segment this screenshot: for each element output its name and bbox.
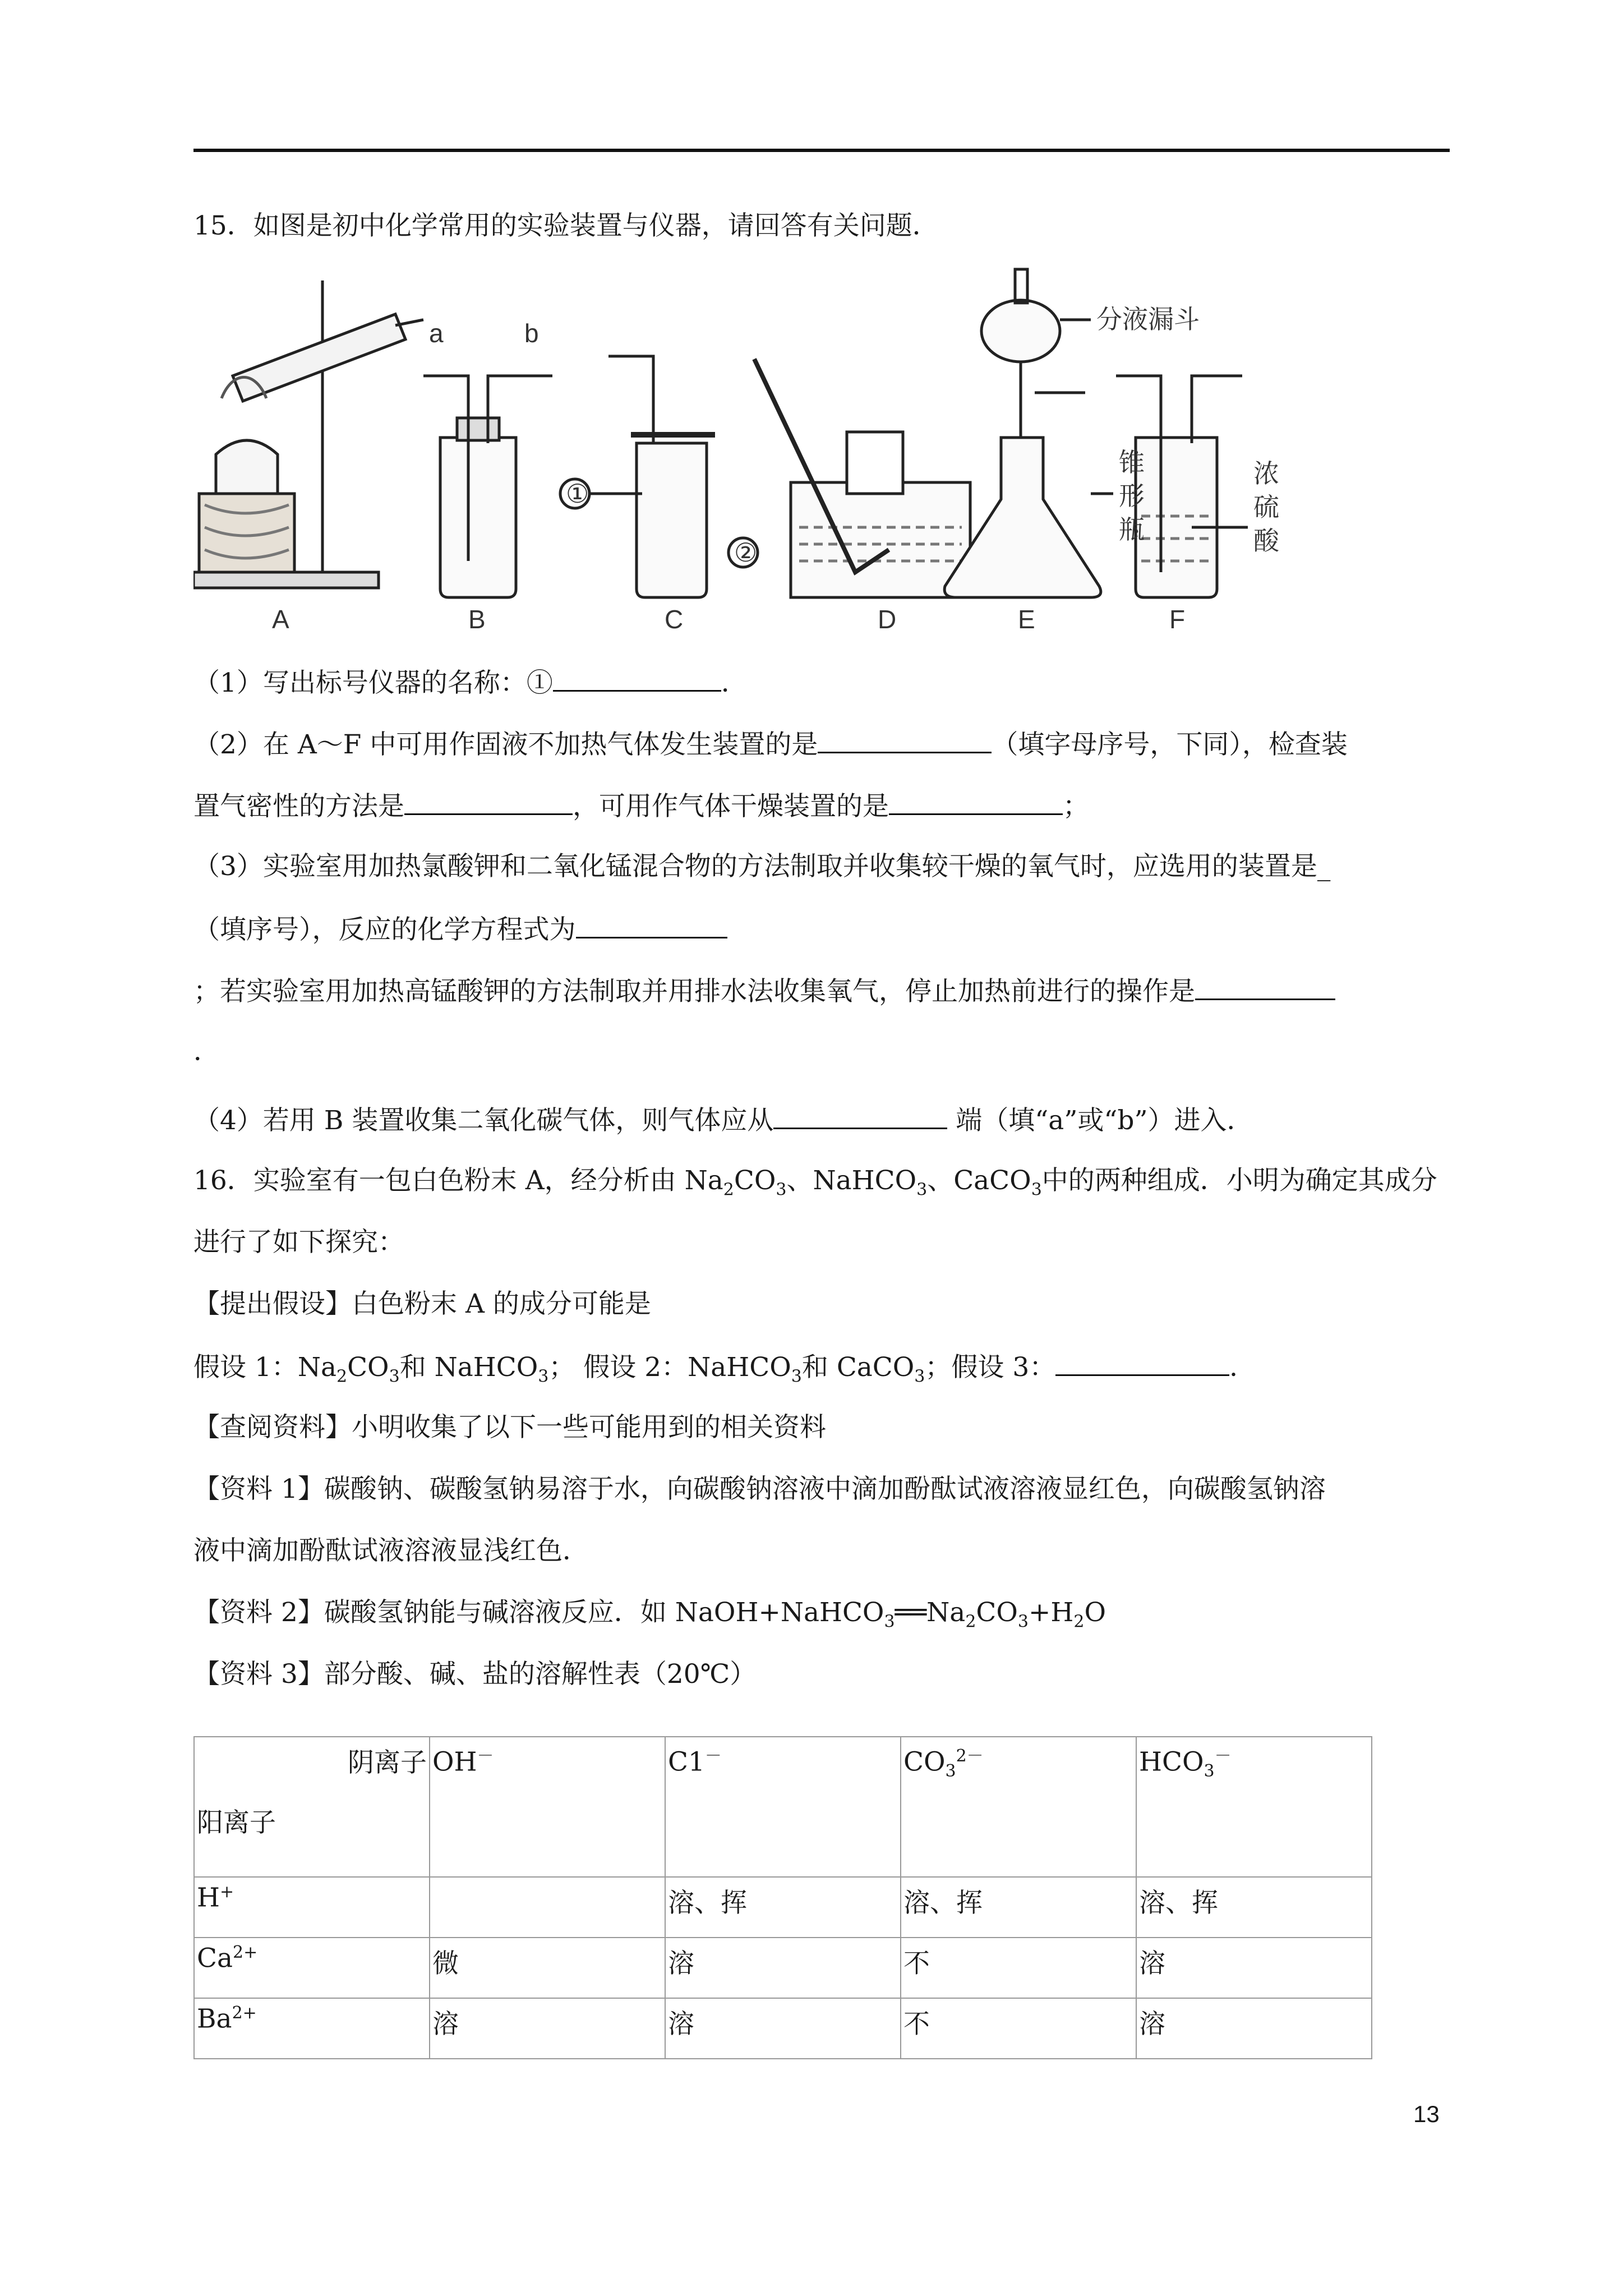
anion-header: C1－ — [665, 1737, 901, 1877]
table-cell: 溶 — [1136, 1998, 1372, 2059]
acid-label-1: 浓 — [1253, 459, 1279, 488]
bottle-c — [637, 443, 707, 597]
separatory-funnel — [981, 300, 1060, 362]
q16-info1-line2: 液中滴加酚酞试液溶液显浅红色． — [193, 1535, 589, 1566]
q16-research-heading: 【查阅资料】小明收集了以下一些可能用到的相关资料 — [193, 1412, 826, 1443]
label-D: D — [878, 605, 897, 634]
q15-part3c: ；若实验室用加热高锰酸钾的方法制取并用排水法收集氧气，停止加热前进行的操作是 — [193, 970, 1455, 1011]
mark-1: ① — [566, 479, 589, 508]
q16-line1: 16．实验室有一包白色粉末 A，经分析由 $Na_2CO_3$、NaHCO$_3$、CaCO$_3$中的两种组成．小明为确定其成分 — [193, 1165, 1437, 1200]
q15-part3b: （填序号），反应的化学方程式为 — [193, 909, 1455, 950]
q15-part1: （1）写出标号仪器的名称：① ． — [193, 662, 1455, 703]
solubility-table — [193, 1736, 1372, 2059]
label-B: B — [468, 605, 486, 634]
cation-cell: $Ba^{2+}$ — [194, 1998, 430, 2059]
table-cell: 溶 — [665, 1938, 901, 1998]
table-cell: 溶 — [665, 1998, 901, 2059]
cation-cell: $Ca^{2+}$ — [194, 1938, 430, 1998]
header-rule — [193, 149, 1450, 152]
table-cell: 溶 — [430, 1998, 665, 2059]
q15-part2b: 置气密性的方法是 ，可用作气体干燥装置的是 ； — [193, 785, 1455, 826]
q16-info2: 【资料 2】碳酸氢钠能与碱溶液反应．如 $NaOH+NaHCO_3══Na_2CO_3+H_2O$ — [193, 1597, 1106, 1632]
table-row — [194, 1938, 1372, 1998]
table-row — [194, 1877, 1372, 1938]
anion-header: $CO_3^{2-}$ — [901, 1737, 1136, 1877]
port-a-label: a — [429, 319, 444, 348]
mark-2: ② — [734, 538, 758, 567]
label-E: E — [1018, 605, 1035, 634]
q15-title: 15．如图是初中化学常用的实验装置与仪器，请回答有关问题． — [193, 210, 939, 241]
table-cell — [430, 1877, 665, 1938]
table-cell: 溶 — [1136, 1938, 1372, 1998]
label-C: C — [665, 605, 684, 634]
table-row — [194, 1998, 1372, 2059]
table-cell: 溶、挥 — [901, 1877, 1136, 1938]
anion-header: OH－ — [430, 1737, 665, 1877]
q16-info3: 【资料 3】部分酸、碱、盐的溶解性表（20℃） — [193, 1659, 757, 1690]
funnel-label: 分液漏斗 — [1096, 305, 1200, 334]
q16-line2: 进行了如下探究： — [193, 1227, 404, 1258]
apparatus-figure — [193, 258, 1304, 639]
q15-part3a: （3）实验室用加热氯酸钾和二氧化锰混合物的方法制取并收集较干燥的氧气时，应选用的装置是_ — [193, 851, 1331, 882]
heated-test-tube — [233, 314, 405, 401]
wooden-block — [199, 494, 294, 572]
answer-blank[interactable] — [773, 1099, 947, 1129]
table-header-row — [194, 1737, 1372, 1877]
q15-part4: （4）若用 B 装置收集二氧化碳气体，则气体应从 端（填“a”或“b”）进入． — [193, 1099, 1455, 1140]
table-cell: 微 — [430, 1938, 665, 1998]
q16-hypotheses: 假设 1：$Na_2CO_3$和 NaHCO$_3$； 假设 2：NaHCO$_3$和 CaCO$_3$；假设 3： ． — [193, 1346, 1455, 1396]
q15-part3d: ． — [193, 1036, 220, 1067]
page-number: 13 — [1413, 2101, 1440, 2127]
answer-blank[interactable] — [1195, 970, 1335, 1000]
acid-label-2: 硫 — [1253, 493, 1279, 522]
stand-base — [193, 572, 379, 588]
flask-label-3: 瓶 — [1119, 515, 1145, 544]
alcohol-lamp — [216, 440, 278, 494]
flask-label-1: 锥 — [1119, 448, 1145, 477]
answer-blank[interactable] — [404, 785, 573, 815]
answer-blank[interactable] — [553, 662, 721, 692]
label-A: A — [272, 605, 289, 634]
water-trough — [791, 482, 970, 597]
answer-blank[interactable] — [576, 909, 727, 938]
anion-heading: 阴离子 — [348, 1747, 427, 1778]
label-F: F — [1169, 605, 1186, 634]
q15-part2a: （2）在 A～F 中可用作固液不加热气体发生装置的是 （填字母序号，下同），检查装 — [193, 724, 1455, 765]
answer-blank[interactable] — [818, 724, 992, 753]
anion-header: $HCO_3^-$ — [1136, 1737, 1372, 1877]
cation-heading: 阳离子 — [197, 1807, 276, 1838]
answer-blank[interactable] — [1055, 1346, 1229, 1376]
bottle-b — [440, 438, 516, 597]
table-cell: 溶、挥 — [1136, 1877, 1372, 1938]
q16-info1-line1: 【资料 1】碳酸钠、碳酸氢钠易溶于水，向碳酸钠溶液中滴加酚酞试液溶液显红色，向碳酸氢钠溶 — [193, 1474, 1326, 1504]
port-b-label: b — [524, 319, 539, 348]
table-cell: 溶、挥 — [665, 1877, 901, 1938]
cation-cell: H+ — [194, 1877, 430, 1938]
acid-label-3: 酸 — [1253, 526, 1279, 555]
table-corner-cell — [194, 1737, 430, 1877]
answer-blank[interactable] — [889, 785, 1063, 815]
flask-label-2: 形 — [1119, 481, 1145, 510]
table-cell: 不 — [901, 1998, 1136, 2059]
q16-hypothesis-heading: 【提出假设】白色粉末 A 的成分可能是 — [193, 1289, 651, 1319]
table-cell: 不 — [901, 1938, 1136, 1998]
